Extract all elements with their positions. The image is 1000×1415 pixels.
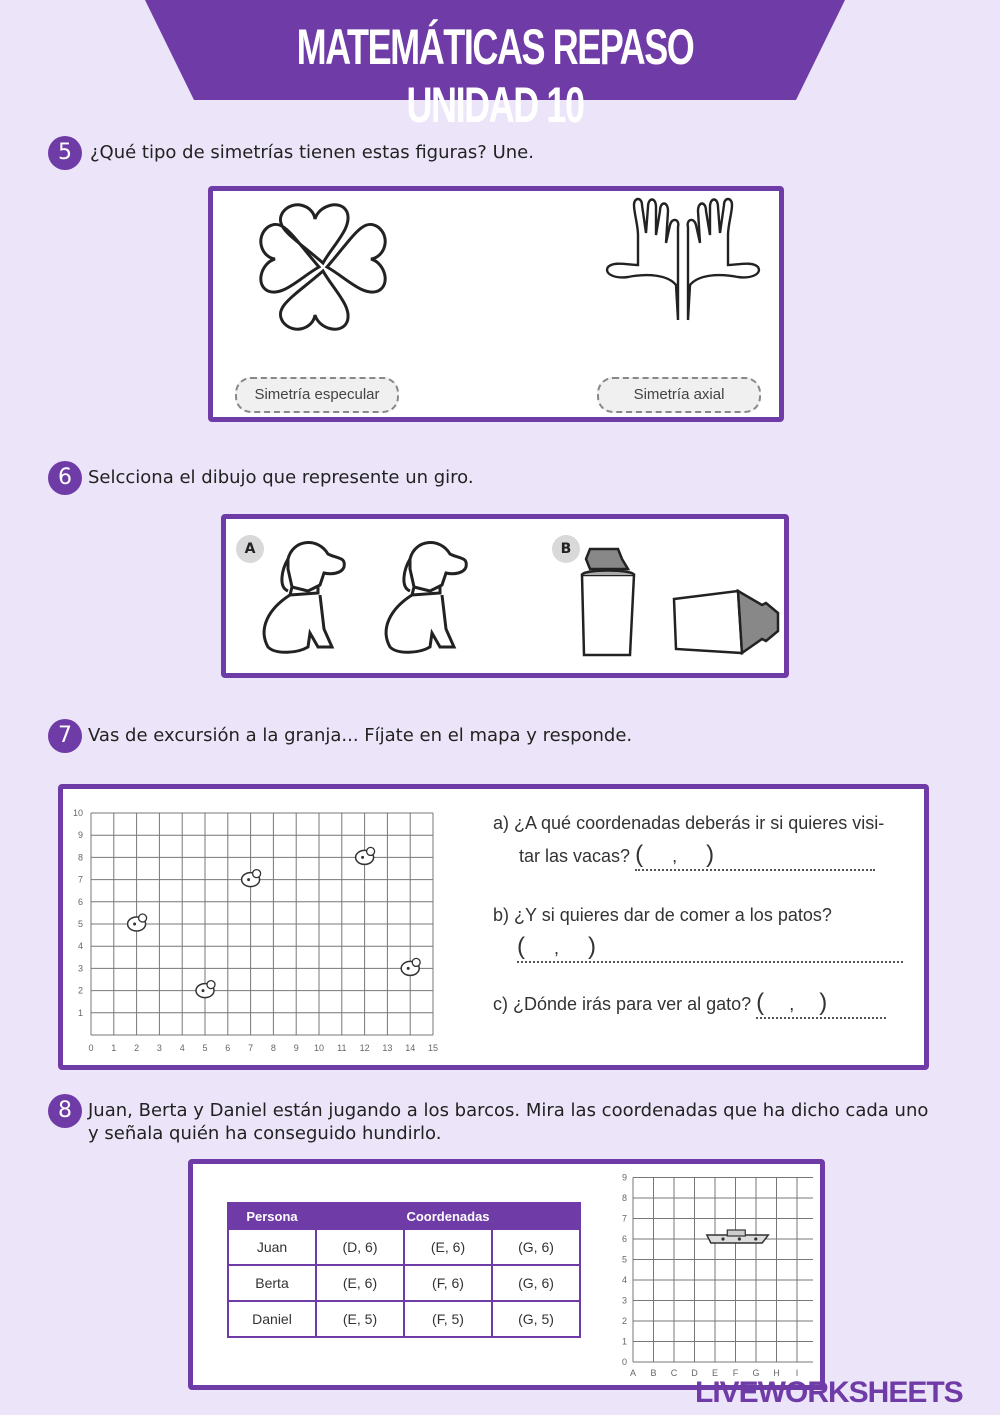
- question-5-number: 5: [48, 136, 82, 170]
- grid-y-tick: 5: [621, 1254, 627, 1265]
- row-coord: (G, 6): [492, 1265, 580, 1301]
- answer-c-question: ¿Dónde irás para ver al gato?: [513, 994, 752, 1014]
- header-persona: Persona: [228, 1203, 316, 1229]
- map-y-tick: 10: [72, 808, 83, 818]
- map-y-tick: 2: [77, 985, 83, 996]
- option-simetria-axial[interactable]: Simetría axial: [597, 377, 761, 413]
- grid-y-tick: 6: [621, 1234, 627, 1244]
- map-x-tick: 4: [179, 1043, 185, 1053]
- row-coord: (F, 5): [404, 1301, 492, 1337]
- grid-y-tick: 0: [621, 1357, 627, 1367]
- clover-figure: [253, 197, 393, 337]
- dog-figure-1: [248, 529, 348, 659]
- cow-icon: [401, 958, 420, 975]
- grid-x-tick: G: [752, 1368, 760, 1378]
- row-coord: (G, 5): [492, 1301, 580, 1337]
- option-b-label[interactable]: B: [552, 535, 580, 563]
- tube-figure-1: [568, 545, 648, 660]
- coordinates-table: [227, 1202, 581, 1338]
- map-x-tick: 8: [270, 1043, 276, 1053]
- map-y-tick: 7: [77, 874, 83, 885]
- answer-c-input[interactable]: ( , ): [756, 989, 886, 1019]
- duck-icon: [356, 847, 375, 864]
- row-name: Daniel: [228, 1301, 316, 1337]
- row-name: Juan: [228, 1229, 316, 1265]
- question-8-number: 8: [48, 1094, 82, 1128]
- grid-y-tick: 7: [621, 1213, 627, 1224]
- battleship-grid: [613, 1172, 813, 1382]
- grid-y-tick: 4: [621, 1275, 627, 1285]
- map-x-tick: 7: [248, 1043, 254, 1053]
- answer-b-question: ¿Y si quieres dar de comer a los patos?: [514, 905, 832, 925]
- farm-coordinate-map: [69, 803, 459, 1061]
- map-y-tick: 6: [77, 896, 83, 907]
- map-y-tick: 8: [77, 852, 83, 863]
- question-8-text-line1: Juan, Berta y Daniel están jugando a los barcos. Mira las coordenadas que ha dicho cada uno: [88, 1100, 929, 1121]
- cat-icon: [128, 914, 147, 931]
- grid-x-tick: A: [629, 1368, 637, 1378]
- row-coord: (G, 6): [492, 1229, 580, 1265]
- map-x-tick: 6: [225, 1043, 231, 1053]
- tube-figure-2: [666, 583, 786, 663]
- option-a-label[interactable]: A: [236, 535, 264, 563]
- map-x-tick: 1: [111, 1043, 117, 1053]
- row-coord: (E, 6): [404, 1229, 492, 1265]
- grid-x-tick: C: [670, 1368, 678, 1378]
- row-coord: (D, 6): [316, 1229, 404, 1265]
- row-coord: (E, 6): [316, 1265, 404, 1301]
- liveworksheets-logo: LIVEWORKSHEETS: [695, 1376, 963, 1409]
- page-title: MATEMÁTICAS REPASO UNIDAD 10: [296, 19, 694, 133]
- answer-a-line2: [519, 841, 909, 871]
- map-x-tick: 12: [359, 1043, 370, 1053]
- grid-y-tick: 8: [621, 1193, 627, 1203]
- map-x-tick: 9: [293, 1043, 299, 1053]
- map-x-tick: 15: [427, 1043, 439, 1053]
- grid-x-tick: B: [650, 1368, 657, 1378]
- answer-b-line1: [493, 905, 832, 926]
- answer-a-line1: [493, 813, 884, 834]
- answer-b-input[interactable]: ( , ): [517, 933, 903, 963]
- question-8-box: [188, 1159, 825, 1390]
- question-6-box[interactable]: [221, 514, 789, 678]
- map-y-tick: 9: [77, 830, 83, 841]
- map-y-tick: 5: [77, 919, 83, 929]
- answer-c-label: c): [493, 994, 508, 1014]
- grid-y-tick: 1: [621, 1336, 627, 1347]
- grid-x-tick: H: [773, 1368, 780, 1378]
- grid-x-tick: E: [711, 1368, 719, 1378]
- map-y-tick: 4: [77, 941, 83, 952]
- map-x-tick: 5: [202, 1043, 208, 1053]
- map-x-tick: 13: [382, 1043, 393, 1053]
- grid-y-tick: 2: [621, 1316, 627, 1326]
- question-6-text: Selcciona el dibujo que represente un giro.: [88, 467, 474, 488]
- grid-x-tick: F: [732, 1368, 739, 1378]
- table-row-juan[interactable]: [228, 1229, 580, 1265]
- map-x-tick: 14: [405, 1043, 416, 1053]
- answer-b-label: b): [493, 905, 510, 925]
- question-8-text-line2: y señala quién ha conseguido hundirlo.: [88, 1123, 442, 1144]
- dog-figure-2: [370, 529, 470, 659]
- answer-a-question: ¿A qué coordenadas deberás ir si quieres visi-: [514, 813, 885, 833]
- grid-y-tick: 9: [621, 1172, 627, 1183]
- question-7-number: 7: [48, 719, 82, 753]
- grid-x-tick: I: [795, 1368, 799, 1378]
- map-y-tick: 1: [77, 1007, 83, 1018]
- hands-figure: [598, 195, 768, 325]
- grid-y-tick: 3: [621, 1295, 627, 1306]
- map-x-tick: 0: [88, 1043, 94, 1053]
- answer-a-input[interactable]: ( , ): [635, 841, 875, 871]
- sheep-icon: [196, 981, 215, 998]
- ship-icon: [707, 1230, 769, 1243]
- question-7-text: Vas de excursión a la granja... Fíjate en el mapa y responde.: [88, 725, 633, 746]
- map-x-tick: 11: [337, 1043, 347, 1053]
- grid-x-tick: D: [691, 1368, 698, 1378]
- row-coord: (F, 6): [404, 1265, 492, 1301]
- answer-a-label: a): [493, 813, 510, 833]
- answer-a-question-cont: tar las vacas?: [519, 846, 631, 866]
- question-7-box: [58, 784, 929, 1070]
- row-coord: (E, 5): [316, 1301, 404, 1337]
- question-5-text: ¿Qué tipo de simetrías tienen estas figuras? Une.: [90, 142, 534, 163]
- question-5-box: [208, 186, 784, 422]
- option-simetria-especular[interactable]: Simetría especular: [235, 377, 399, 413]
- cow-icon: [242, 870, 261, 887]
- map-x-tick: 2: [134, 1043, 140, 1053]
- table-row-berta[interactable]: [228, 1265, 580, 1301]
- map-y-tick: 3: [77, 963, 83, 974]
- question-6-number: 6: [48, 461, 82, 495]
- map-x-tick: 3: [156, 1043, 162, 1053]
- row-name: Berta: [228, 1265, 316, 1301]
- map-x-tick: 10: [313, 1043, 325, 1053]
- table-row-daniel[interactable]: [228, 1301, 580, 1337]
- answer-b-line2: [517, 933, 903, 963]
- header-coordenadas: Coordenadas: [316, 1203, 580, 1229]
- answer-c-line1: [493, 989, 913, 1019]
